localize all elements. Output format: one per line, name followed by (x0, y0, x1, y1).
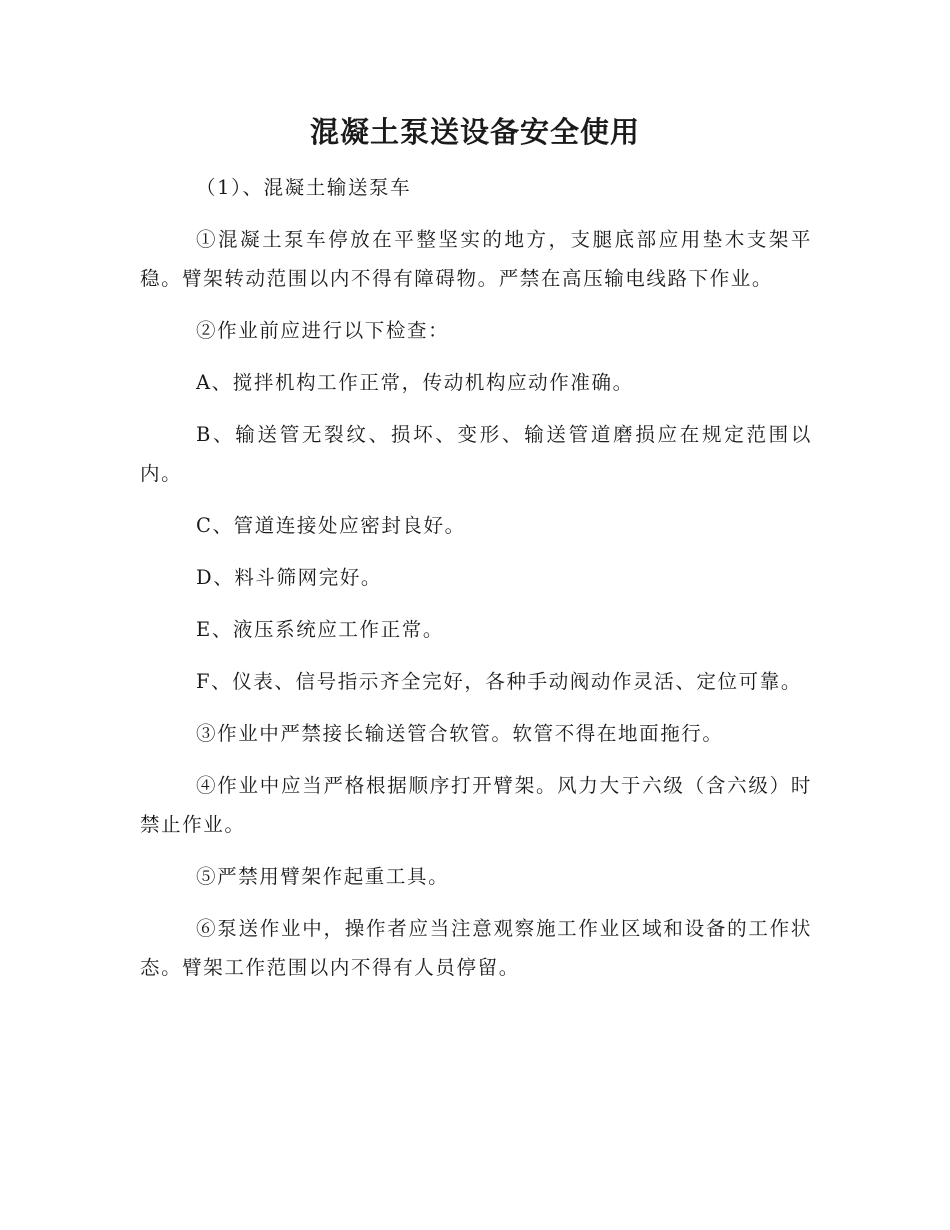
document-body (140, 168, 812, 1000)
paragraph-section-heading: （1）、混凝土输送泵车 (196, 176, 412, 199)
paragraph-check-d: D、料斗筛网完好。 (196, 566, 383, 589)
document-title: 混凝土泵送设备安全使用 (309, 115, 640, 149)
paragraph-item-6: ⑥泵送作业中，操作者应当注意观察施工作业区域和设备的工作状态。臂架工作范围以内不得有人员停留。 (140, 917, 812, 979)
paragraph-check-e: E、液压系统应工作正常。 (196, 618, 444, 641)
paragraph-item-4: ④作业中应当严格根据顺序打开臂架。风力大于六级（含六级）时禁止作业。 (140, 774, 812, 836)
paragraph-item-5: ⑤严禁用臂架作起重工具。 (196, 865, 450, 888)
paragraph-item-2: ②作业前应进行以下检查： (196, 319, 450, 342)
paragraph-check-f: F、仪表、信号指示齐全完好，各种手动阀动作灵活、定位可靠。 (196, 670, 802, 693)
paragraph-item-3: ③作业中严禁接长输送管合软管。软管不得在地面拖行。 (196, 722, 724, 745)
paragraph-check-c: C、管道连接处应密封良好。 (196, 514, 466, 537)
paragraph-check-b: B、输送管无裂纹、损坏、变形、输送管道磨损应在规定范围以内。 (140, 423, 812, 485)
paragraph-check-a: A、搅拌机构工作正常，传动机构应动作准确。 (196, 371, 634, 394)
paragraph-item-1: ①混凝土泵车停放在平整坚实的地方，支腿底部应用垫木支架平稳。臂架转动范围以内不得有障碍物。严禁在高压输电线路下作业。 (140, 228, 812, 290)
